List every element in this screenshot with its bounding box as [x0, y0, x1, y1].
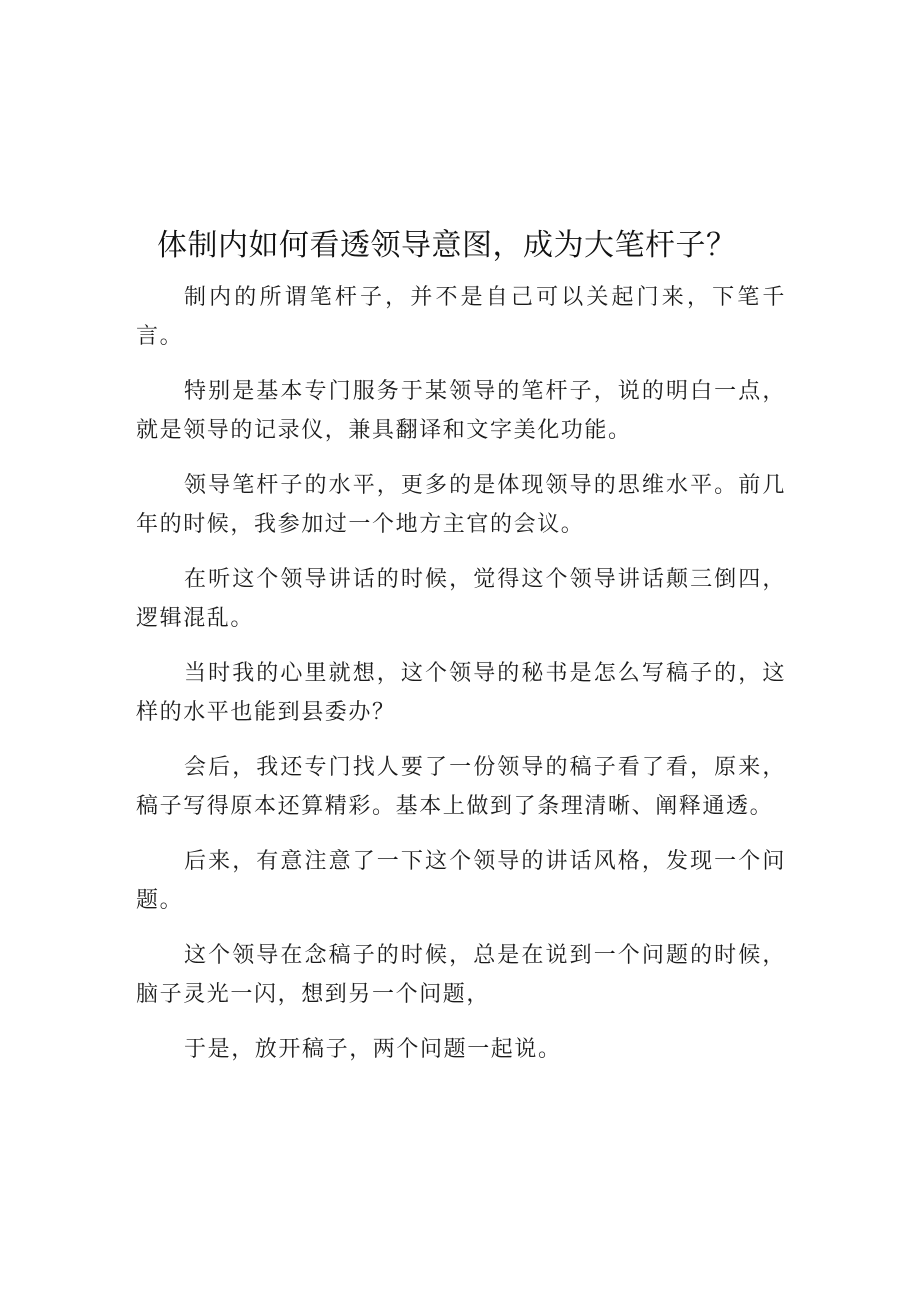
paragraph: 当时我的心里就想，这个领导的秘书是怎么写稿子的，这样的水平也能到县委办？ [136, 661, 786, 725]
paragraph: 领导笔杆子的水平，更多的是体现领导的思维水平。前几年的时候，我参加过一个地方主官的会议。 [136, 473, 786, 537]
paragraph: 制内的所谓笔杆子，并不是自己可以关起门来，下笔千言。 [136, 285, 786, 349]
paragraph: 后来，有意注意了一下这个领导的讲话风格，发现一个问题。 [136, 849, 786, 913]
paragraph: 这个领导在念稿子的时候，总是在说到一个问题的时候，脑子灵光一闪，想到另一个问题， [136, 943, 786, 1007]
document-body [136, 278, 786, 1085]
paragraph: 于是，放开稿子，两个问题一起说。 [184, 1037, 562, 1062]
paragraph: 特别是基本专门服务于某领导的笔杆子，说的明白一点，就是领导的记录仪，兼具翻译和文字美化功能。 [136, 379, 786, 443]
paragraph: 在听这个领导讲话的时候，觉得这个领导讲话颠三倒四，逻辑混乱。 [136, 567, 786, 631]
document-title: 体制内如何看透领导意图，成为大笔杆子？ [157, 228, 737, 263]
paragraph: 会后，我还专门找人要了一份领导的稿子看了看，原来，稿子写得原本还算精彩。基本上做到了条理清晰、阐释通透。 [136, 755, 786, 819]
